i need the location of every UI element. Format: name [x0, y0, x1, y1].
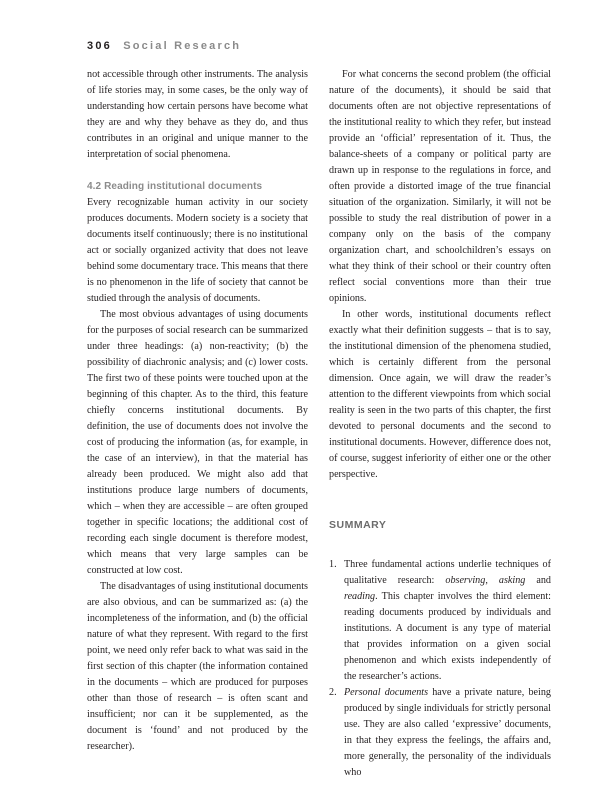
paragraph: The most obvious advantages of using documents for the purposes of social research can be summarized under three headings: (a) non-reactivity; (b) the possibility of diachronic analysis; and (c) lower costs. The first two of these points were touched upon at the beginning of this chapter. As to the third, this feature chiefly concerns institutional documents. By definition, the use of documents does not involve the cost of producing the information (as, for example, in the case of an interview), in that the material has already been produced. We might also add that institutions produce large numbers of documents, which – when they are accessible – are often grouped together in specific locations; the additional cost of recording each single document is therefore modest, which means that very large samples can be constructed at low cost. — [87, 309, 308, 576]
section-heading: 4.2 Reading institutional documents — [87, 181, 263, 192]
paragraph-continued: not accessible through other instruments. The analysis of life stories may, in some cases, be the only way of understanding how certain persons have become what they are and why they behave as they do, and thus contributes in an original and unique manner to the interpretation of social phenomena. — [87, 69, 308, 160]
summary-item-text — [344, 685, 551, 781]
paragraph: In other words, institutional documents reflect exactly what their definition suggests – that is to say, the institutional dimension of the phenomena studied, which is certainly different from the personal dimension. Once again, we will draw the reader’s attention to the different viewpoints from which social reality is seen in the two parts of this chapter, the first devoted to personal documents and the second to institutional documents. However, difference does not, of course, suggest inferiority of either one or the other perspective. — [329, 309, 551, 480]
emphasis-asking: asking — [498, 575, 526, 586]
summary-text-segment: have a private nature, being produced by single individuals for strictly personal use. They are also called ‘expressive’ documents, in that they express the feelings, the affairs and, more generally, the personality of the individuals who — [344, 687, 551, 778]
summary-text-segment: Three fundamental actions underlie techniques of qualitative research: — [344, 559, 551, 586]
summary-item — [329, 685, 551, 781]
summary-item-number: 2. — [329, 687, 337, 698]
right-column — [329, 67, 551, 781]
summary-item-number: 1. — [329, 559, 337, 570]
summary-item-text — [344, 557, 551, 685]
summary-text-segment: . This chapter involves the third element: reading documents produced by individuals and institutions. A document is any type of material that provides information on a given social phenomenon and which exists independently of the researcher’s actions. — [344, 591, 551, 682]
summary-list — [329, 557, 551, 781]
emphasis-observing: observing — [445, 575, 486, 586]
running-title: Social Research — [123, 40, 242, 52]
emphasis-reading: reading — [344, 591, 376, 602]
paragraph: The disadvantages of using institutional documents are also obvious, and can be summarized as: (a) the incompleteness of the information, and (b) the official nature of what they represent. With regard to the first point, we need only refer back to what was said in the first section of this chapter (the information contained in the documents – which are produced for purposes other than those of research – is often scant and insufficient; nor can it be supplemented, as the document is ‘found’ and not produced by the researcher). — [87, 581, 308, 752]
emphasis-personal-documents: Personal documents — [344, 687, 429, 698]
paragraph: For what concerns the second problem (the official nature of the documents), it should be said that documents often are not objective representations of the institutional reality to which they refer, but instead provide an ‘official’ representation of it. Thus, the balance-sheets of a company or political party are drawn up in response to the regulations in force, and often provide a distorted image of the true financial situation of the organization. Similarly, it will not be possible to study the real distribution of power in a company only on the basis of the company organization chart, and schoolchildren’s essays on what they think of their school or their country often reflect social conventions more than their true opinions. — [329, 69, 551, 304]
left-column — [87, 67, 308, 755]
summary-text-segment: and — [525, 575, 551, 586]
summary-heading: SUMMARY — [329, 519, 387, 531]
running-head — [87, 40, 241, 52]
summary-text-segment: , — [485, 575, 499, 586]
summary-item — [329, 557, 551, 685]
page-number: 306 — [87, 40, 112, 52]
paragraph: Every recognizable human activity in our society produces documents. Modern society is a society that documents itself continuously; there is no institutional act or socially organized activity that does not leave behind some documentary trace. This means that there is no phenomenon in the life of society that cannot be studied through the analysis of documents. — [87, 197, 308, 304]
